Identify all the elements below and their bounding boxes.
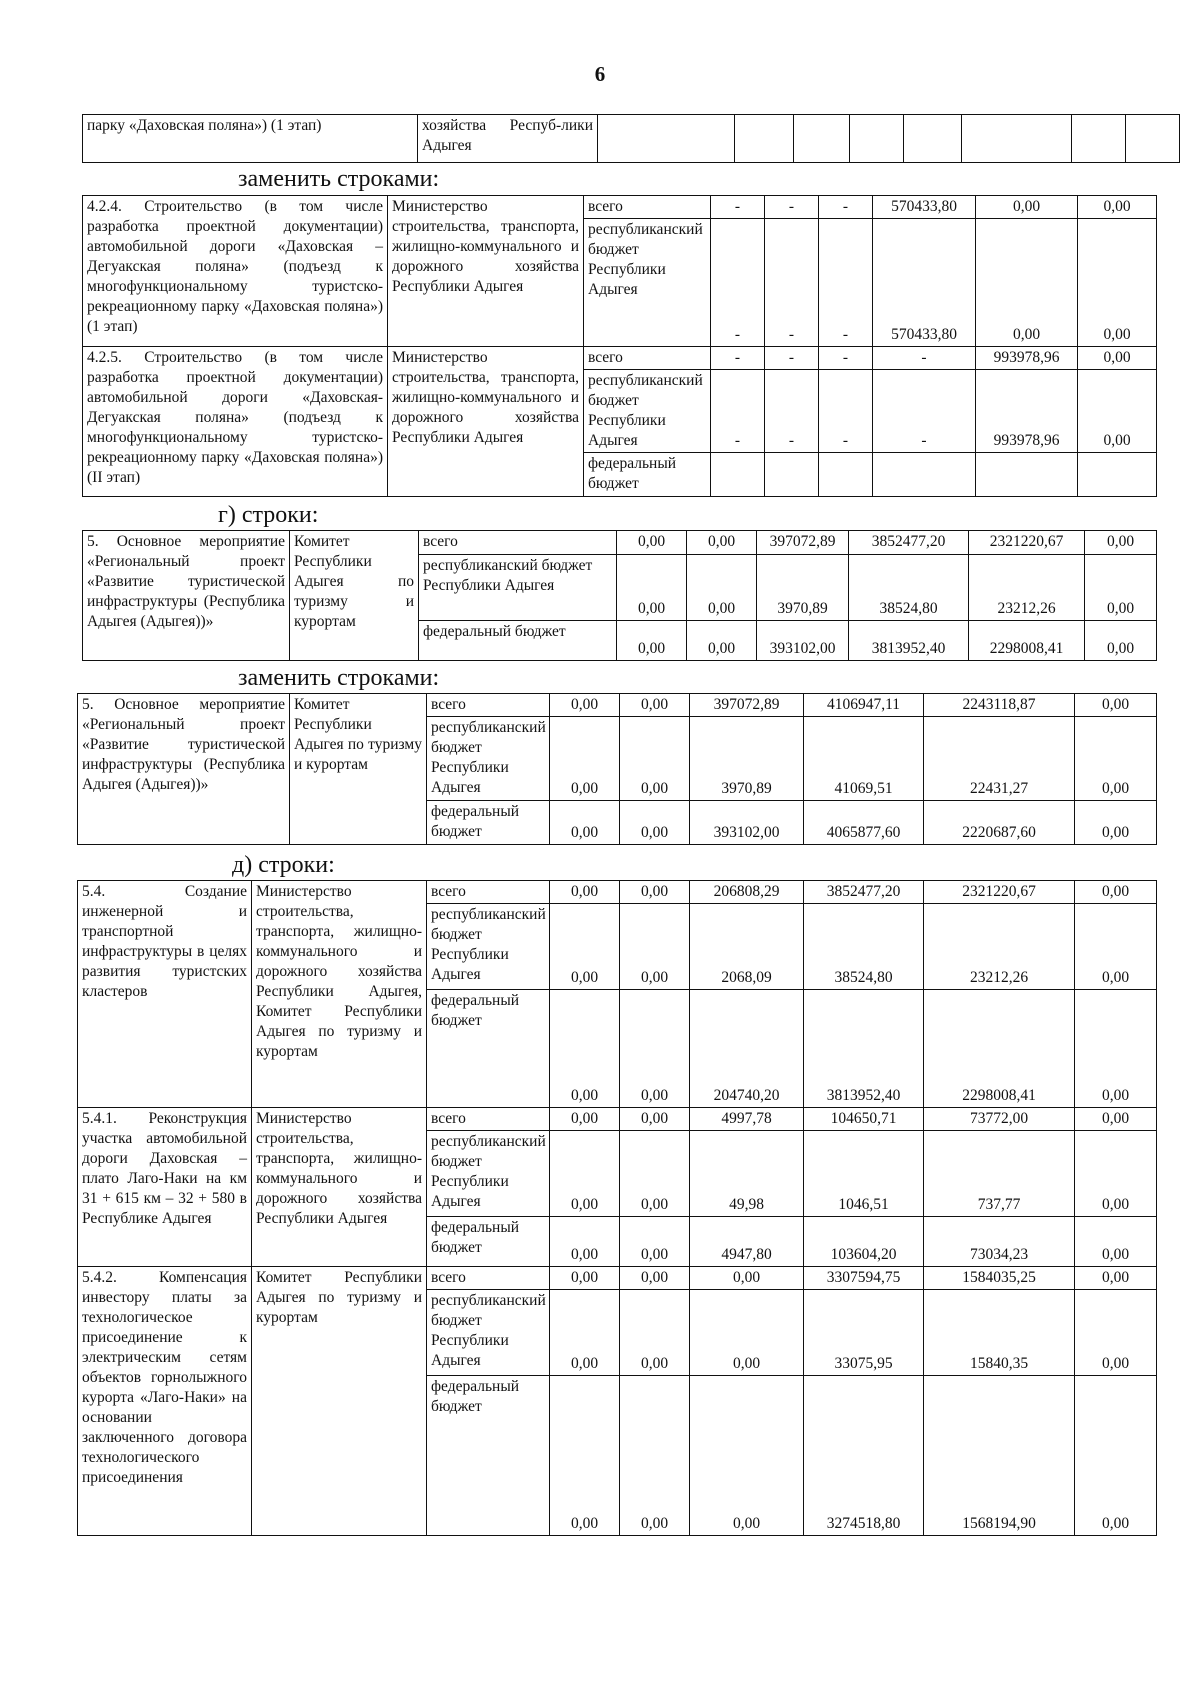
section-label-g: г) строки:	[218, 502, 319, 528]
source-label: республиканский бюджет Республики Адыгея	[427, 1131, 550, 1217]
value-cell: 0,00	[1075, 904, 1157, 990]
value-cell: 0,00	[690, 1290, 804, 1376]
value-cell: 0,00	[617, 621, 687, 661]
source-label: федеральный бюджет	[427, 1217, 550, 1267]
value-cell: 393102,00	[690, 801, 804, 845]
value-cell: 0,00	[687, 531, 757, 555]
source-label: республиканский бюджет Республики Адыгея	[427, 717, 550, 801]
executor-cell: Комитет Республики Адыгея по туризму и курортам	[290, 694, 427, 845]
original-table-5	[82, 530, 1157, 661]
value-cell: -	[765, 196, 819, 219]
value-cell: -	[765, 347, 819, 370]
value-cell: 0,00	[550, 801, 620, 845]
value-cell: 397072,89	[757, 531, 849, 555]
event-cell: 5.4. Создание инженерной и транспортной инфраструктуры в целях развития туристских кластеров	[78, 881, 252, 1108]
value-cell: 0,00	[620, 1267, 690, 1290]
value-cell: 0,00	[620, 881, 690, 904]
value-cell: 23212,26	[969, 555, 1085, 621]
source-label: всего	[427, 1108, 550, 1131]
value-cell: 0,00	[620, 904, 690, 990]
value-cell: 0,00	[550, 1217, 620, 1267]
empty-cell	[976, 453, 1078, 497]
value-cell: 104650,71	[804, 1108, 924, 1131]
value-cell: 0,00	[620, 1217, 690, 1267]
source-label: всего	[584, 347, 711, 370]
value-cell: 0,00	[976, 219, 1078, 347]
value-cell: 0,00	[1075, 1267, 1157, 1290]
value-cell: 204740,20	[690, 990, 804, 1108]
section-label-replace-1: заменить строками:	[238, 166, 440, 192]
event-cell: 5.4.1. Реконструкция участка автомобильной дороги Даховская – плато Лаго-Наки на км 31 + 615 км – 32 + 580 в Республике Адыгея	[78, 1108, 252, 1267]
value-cell: 0,00	[1078, 370, 1157, 453]
executor-cell: Министерство строительства, транспорта, жилищно-коммунального и дорожного хозяйства Республики Адыгея	[388, 196, 584, 347]
value-cell: 2068,09	[690, 904, 804, 990]
value-cell: 3274518,80	[804, 1376, 924, 1536]
value-cell: 41069,51	[804, 717, 924, 801]
value-cell: 49,98	[690, 1131, 804, 1217]
value-cell: 0,00	[690, 1376, 804, 1536]
value-cell: 0,00	[550, 1108, 620, 1131]
event-cell: 4.2.5. Строительство (в том числе разработка проектной документации) автомобильной дороги «Даховская-Дегуакская поляна» (подъезд к многофункциональному туристско- рекреационному парку «Даховская поляна») (II этап)	[83, 347, 388, 497]
value-cell: 103604,20	[804, 1217, 924, 1267]
source-label: федеральный бюджет	[419, 621, 617, 661]
value-cell: 0,00	[1075, 801, 1157, 845]
value-cell: 0,00	[1075, 1376, 1157, 1536]
original-table-5-4	[77, 880, 1157, 1536]
executor-cell: Министерство строительства, транспорта, жилищно-коммунального и дорожного хозяйства Республики Адыгея	[252, 1108, 427, 1267]
value-cell: -	[819, 196, 873, 219]
value-cell: 22431,27	[924, 717, 1075, 801]
executor-cell: хозяйства Респуб-лики Адыгея	[418, 115, 598, 163]
value-cell: 0,00	[1085, 555, 1157, 621]
value-cell: 993978,96	[976, 370, 1078, 453]
value-cell: 4947,80	[690, 1217, 804, 1267]
value-cell: 0,00	[550, 1376, 620, 1536]
source-label: всего	[419, 531, 617, 555]
value-cell: 0,00	[620, 1131, 690, 1217]
value-cell: 0,00	[620, 801, 690, 845]
value-cell: 0,00	[687, 555, 757, 621]
value-cell: -	[711, 219, 765, 347]
replacement-table-5	[77, 693, 1157, 845]
value-cell: 3813952,40	[804, 990, 924, 1108]
value-cell: 0,00	[1075, 1108, 1157, 1131]
value-cell: 2220687,60	[924, 801, 1075, 845]
empty-cell	[873, 453, 976, 497]
event-cell: парку «Даховская поляна») (1 этап)	[83, 115, 418, 163]
previous-row-table	[82, 114, 1180, 163]
value-cell: -	[711, 196, 765, 219]
page-number: 6	[594, 62, 606, 86]
source-label: всего	[427, 694, 550, 717]
replacement-table-4-2	[82, 195, 1157, 497]
value-cell: 393102,00	[757, 621, 849, 661]
value-cell: 0,00	[1075, 1217, 1157, 1267]
section-label-replace-2: заменить строками:	[238, 665, 440, 691]
empty-cell	[711, 453, 765, 497]
value-cell: 0,00	[550, 694, 620, 717]
empty-cell	[819, 453, 873, 497]
event-cell: 5.4.2. Компенсация инвестору платы за технологическое присоединение к электрическим сетям объектов горнолыжного курорта «Лаго-Наки» на основании заключенного договора технологического присоединения	[78, 1267, 252, 1536]
value-cell: 570433,80	[873, 219, 976, 347]
value-cell: -	[873, 370, 976, 453]
source-label: республиканский бюджет Республики Адыгея	[427, 1290, 550, 1376]
value-cell: -	[819, 370, 873, 453]
value-cell: -	[873, 347, 976, 370]
value-cell: 0,00	[1075, 694, 1157, 717]
value-cell: 3307594,75	[804, 1267, 924, 1290]
value-cell: 0,00	[620, 1376, 690, 1536]
value-cell: 3970,89	[690, 717, 804, 801]
value-cell: 206808,29	[690, 881, 804, 904]
empty-cell	[1126, 115, 1180, 163]
value-cell: 0,00	[617, 555, 687, 621]
executor-cell: Комитет Республики Адыгея по туризму и курортам	[252, 1267, 427, 1536]
empty-cell	[904, 115, 962, 163]
value-cell: 0,00	[1078, 196, 1157, 219]
source-label: федеральный бюджет	[427, 801, 550, 845]
value-cell: 1568194,90	[924, 1376, 1075, 1536]
value-cell: 4065877,60	[804, 801, 924, 845]
value-cell: 1046,51	[804, 1131, 924, 1217]
source-label: федеральный бюджет	[584, 453, 711, 497]
empty-cell	[962, 115, 1072, 163]
value-cell: 38524,80	[804, 904, 924, 990]
empty-cell	[598, 115, 735, 163]
event-cell: 4.2.4. Строительство (в том числе разработка проектной документации) автомобильной дороги «Даховская – Дегуакская поляна» (подъезд к многофункциональному туристско-рекреационному парку «Даховская поляна») (1 этап)	[83, 196, 388, 347]
value-cell: 0,00	[1075, 717, 1157, 801]
executor-cell: Комитет Республики Адыгея по туризму и курортам	[290, 531, 419, 661]
value-cell: -	[819, 219, 873, 347]
source-label: всего	[427, 1267, 550, 1290]
value-cell: 0,00	[620, 990, 690, 1108]
value-cell: -	[711, 347, 765, 370]
value-cell: 0,00	[1085, 621, 1157, 661]
value-cell: 2321220,67	[969, 531, 1085, 555]
value-cell: 0,00	[1085, 531, 1157, 555]
source-label: республиканский бюджет Республики Адыгея	[427, 904, 550, 990]
value-cell: 0,00	[976, 196, 1078, 219]
source-label: республиканский бюджет Республики Адыгея	[419, 555, 617, 621]
source-label: всего	[427, 881, 550, 904]
empty-cell	[1078, 453, 1157, 497]
value-cell: 0,00	[550, 881, 620, 904]
value-cell: 38524,80	[849, 555, 969, 621]
empty-cell	[735, 115, 794, 163]
section-label-d: д) строки:	[232, 852, 335, 878]
value-cell: 2321220,67	[924, 881, 1075, 904]
value-cell: 73034,23	[924, 1217, 1075, 1267]
value-cell: 2243118,87	[924, 694, 1075, 717]
value-cell: 0,00	[620, 717, 690, 801]
executor-cell: Министерство строительства, транспорта, жилищно-коммунального и дорожного хозяйства Республики Адыгея, Комитет Республики Адыгея по туризму и курортам	[252, 881, 427, 1108]
source-label: всего	[584, 196, 711, 219]
value-cell: 0,00	[550, 904, 620, 990]
source-label: республиканский бюджет Республики Адыгея	[584, 219, 711, 347]
value-cell: 397072,89	[690, 694, 804, 717]
value-cell: 2298008,41	[969, 621, 1085, 661]
value-cell: 570433,80	[873, 196, 976, 219]
value-cell: 0,00	[1075, 881, 1157, 904]
value-cell: 0,00	[1075, 1290, 1157, 1376]
empty-cell	[765, 453, 819, 497]
value-cell: 0,00	[617, 531, 687, 555]
value-cell: 3970,89	[757, 555, 849, 621]
value-cell: -	[819, 347, 873, 370]
value-cell: 0,00	[1078, 347, 1157, 370]
empty-cell	[1072, 115, 1126, 163]
value-cell: 0,00	[550, 717, 620, 801]
value-cell: 15840,35	[924, 1290, 1075, 1376]
value-cell: 737,77	[924, 1131, 1075, 1217]
value-cell: 2298008,41	[924, 990, 1075, 1108]
value-cell: 0,00	[550, 990, 620, 1108]
value-cell: 33075,95	[804, 1290, 924, 1376]
value-cell: 4997,78	[690, 1108, 804, 1131]
value-cell: -	[765, 370, 819, 453]
value-cell: 0,00	[620, 694, 690, 717]
value-cell: -	[765, 219, 819, 347]
value-cell: 73772,00	[924, 1108, 1075, 1131]
value-cell: 993978,96	[976, 347, 1078, 370]
value-cell: 0,00	[1075, 990, 1157, 1108]
value-cell: 0,00	[620, 1290, 690, 1376]
value-cell: 0,00	[620, 1108, 690, 1131]
value-cell: 0,00	[690, 1267, 804, 1290]
value-cell: 0,00	[1075, 1131, 1157, 1217]
value-cell: 0,00	[1078, 219, 1157, 347]
value-cell: 3813952,40	[849, 621, 969, 661]
value-cell: 3852477,20	[804, 881, 924, 904]
executor-cell: Министерство строительства, транспорта, жилищно-коммунального и дорожного хозяйства Республики Адыгея	[388, 347, 584, 497]
value-cell: 0,00	[687, 621, 757, 661]
source-label: федеральный бюджет	[427, 1376, 550, 1536]
event-cell: 5. Основное мероприятие «Региональный проект «Развитие туристической инфраструктуры (Республика Адыгея (Адыгея))»	[78, 694, 290, 845]
value-cell: 3852477,20	[849, 531, 969, 555]
source-label: федеральный бюджет	[427, 990, 550, 1108]
value-cell: 0,00	[550, 1290, 620, 1376]
empty-cell	[794, 115, 850, 163]
value-cell: 1584035,25	[924, 1267, 1075, 1290]
event-cell: 5. Основное мероприятие «Региональный проект «Развитие туристической инфраструктуры (Республика Адыгея (Адыгея))»	[83, 531, 290, 661]
value-cell: 0,00	[550, 1267, 620, 1290]
value-cell: 4106947,11	[804, 694, 924, 717]
value-cell: 23212,26	[924, 904, 1075, 990]
value-cell: -	[711, 370, 765, 453]
empty-cell	[850, 115, 904, 163]
source-label: республиканский бюджет Республики Адыгея	[584, 370, 711, 453]
value-cell: 0,00	[550, 1131, 620, 1217]
